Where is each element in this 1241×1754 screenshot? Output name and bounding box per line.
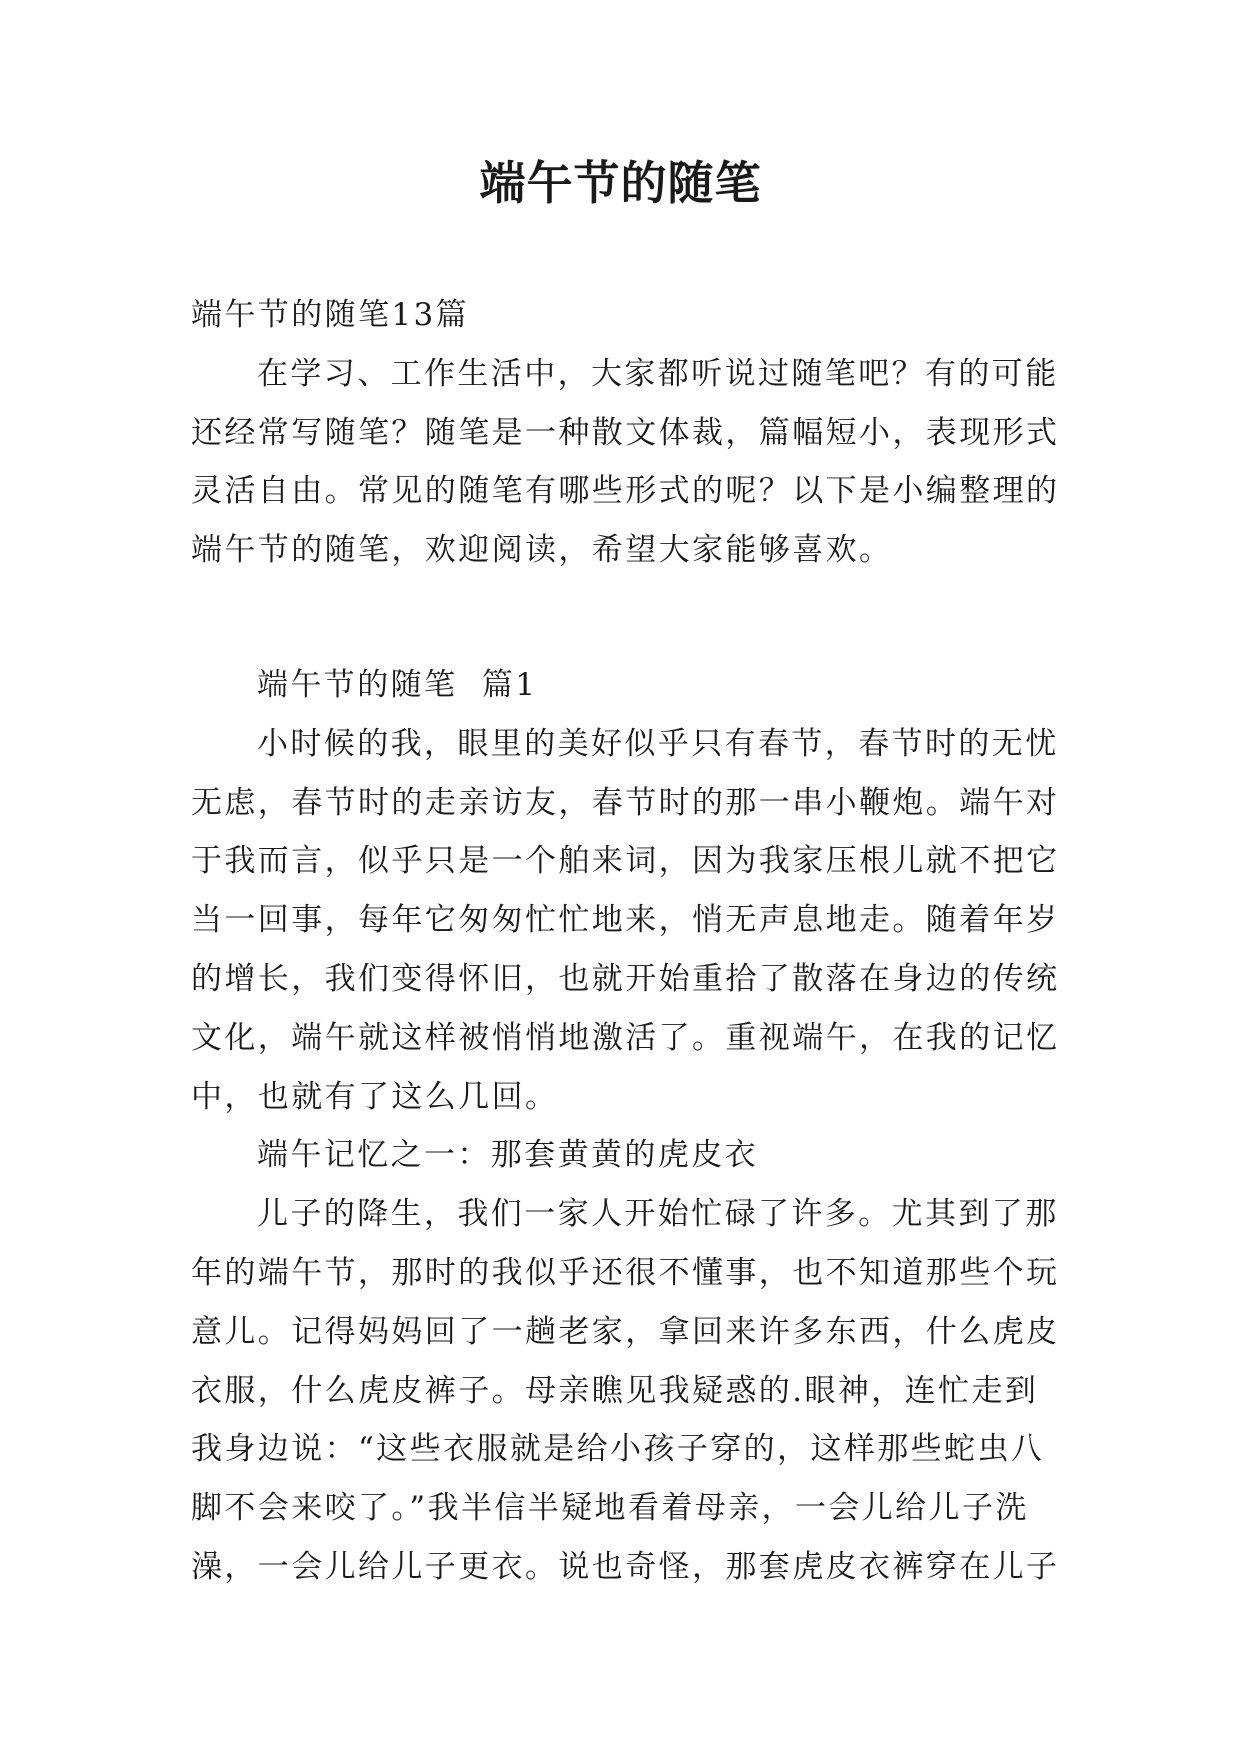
- intro-paragraph: [191, 345, 1061, 580]
- paragraph-line: 我身边说：“这些衣服就是给小孩子穿的，这样那些蛇虫八: [191, 1431, 1045, 1468]
- section-heading: 端午节的随笔 篇1: [257, 666, 538, 703]
- paragraph-line: 年的端午节，那时的我似乎还很不懂事，也不知道那些个玩: [191, 1254, 1060, 1291]
- paragraph-line: 当一回事，每年它匆匆忙忙地来，悄无声息地走。随着年岁: [191, 902, 1060, 939]
- document-title: 端午节的随笔: [479, 156, 762, 210]
- paragraph-2: [191, 1185, 1061, 1597]
- intro-line: 灵活自由。常见的随笔有哪些形式的呢？以下是小编整理的: [191, 473, 1060, 510]
- paragraph-line: 文化，端午就这样被悄悄地激活了。重视端午，在我的记忆: [191, 1019, 1060, 1056]
- paragraph-line: 脚不会来咬了。”我半信半疑地看着母亲，一会儿给儿子洗: [191, 1490, 1029, 1527]
- paragraph-gap: [191, 580, 1061, 656]
- paragraph-line: 的增长，我们变得怀旧，也就开始重拾了散落在身边的传统: [191, 960, 1060, 997]
- paragraph-line: 小时候的我，眼里的美好似乎只有春节，春节时的无忧: [257, 725, 1059, 762]
- memory-heading: 端午记忆之一：那套黄黄的虎皮衣: [257, 1137, 758, 1174]
- intro-line: 在学习、工作生活中，大家都听说过随笔吧？有的可能: [257, 355, 1059, 392]
- paragraph-line: 中，也就有了这么几回。: [191, 1078, 559, 1115]
- paragraph-line: 无虑，春节时的走亲访友，春节时的那一串小鞭炮。端午对: [191, 784, 1060, 821]
- paragraph-line: 儿子的降生，我们一家人开始忙碌了许多。尤其到了那: [257, 1196, 1059, 1233]
- intro-line: 还经常写随笔？随笔是一种散文体裁，篇幅短小，表现形式: [191, 414, 1060, 451]
- paragraph-line: 衣服，什么虎皮裤子。母亲瞧见我疑惑的.眼神，连忙走到: [191, 1372, 1039, 1409]
- document-body: [191, 286, 1061, 1597]
- intro-line: 端午节的随笔，欢迎阅读，希望大家能够喜欢。: [191, 532, 893, 569]
- document-subtitle: 端午节的随笔13篇: [191, 297, 470, 333]
- paragraph-line: 意儿。记得妈妈回了一趟老家，拿回来许多东西，什么虎皮: [191, 1313, 1060, 1350]
- paragraph-1: [191, 715, 1061, 1127]
- paragraph-line: 澡，一会儿给儿子更衣。说也奇怪，那套虎皮衣裤穿在儿子: [191, 1548, 1060, 1585]
- paragraph-line: 于我而言，似乎只是一个舶来词，因为我家压根儿就不把它: [191, 843, 1060, 880]
